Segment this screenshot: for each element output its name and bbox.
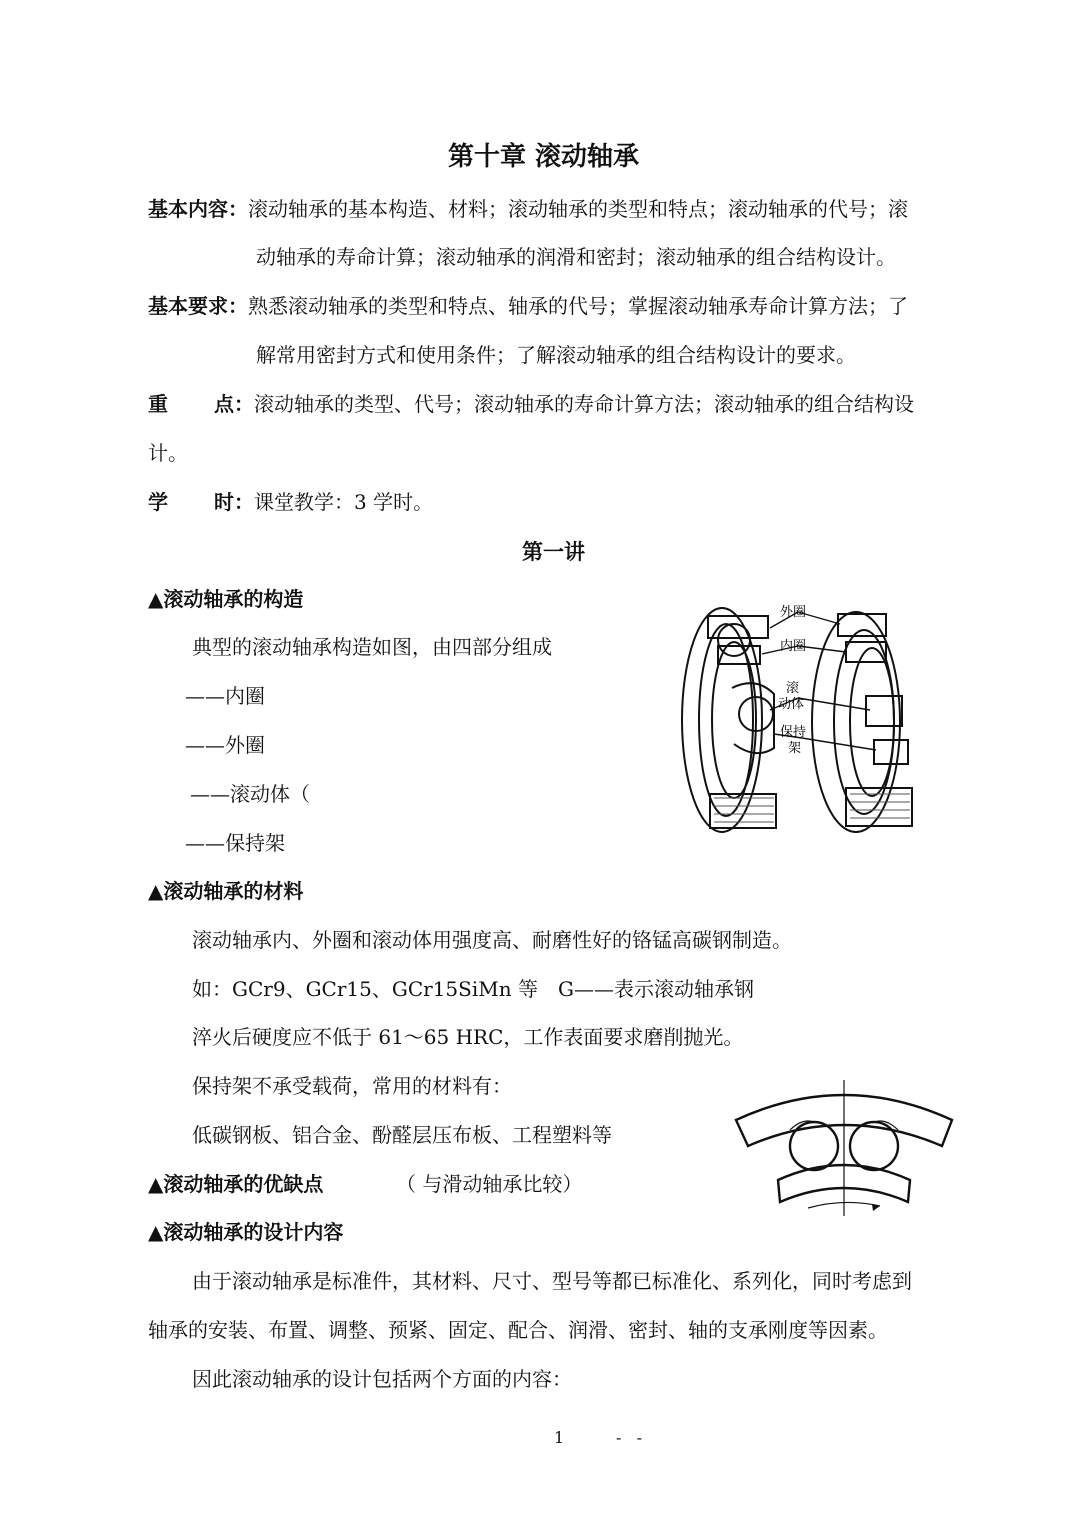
material-p2b: G——表示滚动轴承钢: [558, 977, 754, 1001]
page-number: 1: [554, 1428, 565, 1447]
material-p4: 保持架不承受载荷，常用的材料有：: [192, 1074, 512, 1098]
design-p3: 因此滚动轴承的设计包括两个方面的内容：: [192, 1367, 572, 1391]
label-rolling-2: 动体: [778, 697, 805, 712]
design-heading: ▲滚动轴承的设计内容: [148, 1220, 344, 1244]
key-points-text-2: 计。: [148, 441, 188, 465]
basic-req-label: 基本要求：: [148, 294, 248, 318]
construction-item-outer: ——外圈: [185, 733, 265, 757]
label-cage-1: 保持: [780, 725, 807, 740]
material-heading: ▲滚动轴承的材料: [148, 879, 304, 903]
basic-req-line1: [148, 292, 908, 320]
construction-item-cage: ——保持架: [185, 831, 285, 855]
material-p3: 淬火后硬度应不低于 61～65 HRC，工作表面要求磨削抛光。: [192, 1025, 744, 1049]
design-p1: 由于滚动轴承是标准件，其材料、尺寸、型号等都已标准化、系列化，同时考虑到: [192, 1269, 912, 1293]
key-points-label-b: 点：: [214, 392, 254, 416]
key-points-label-a: 重: [148, 392, 168, 416]
construction-item-rolling: ——滚动体（: [190, 782, 310, 806]
design-p2: 轴承的安装、布置、调整、预紧、固定、配合、润滑、密封、轴的支承刚度等因素。: [148, 1318, 888, 1342]
bearing-structure-figure: [670, 598, 924, 844]
label-cage-2: 架: [788, 741, 802, 756]
label-outer-ring: 外圈: [780, 605, 807, 620]
material-p2a: 如：GCr9、GCr15、GCr15SiMn 等: [192, 977, 538, 1001]
hours-label-b: 时：: [214, 490, 254, 514]
basic-req-text-1: 熟悉滚动轴承的类型和特点、轴承的代号；掌握滚动轴承寿命计算方法；了: [248, 294, 908, 318]
basic-req-text-2: 解常用密封方式和使用条件；了解滚动轴承的组合结构设计的要求。: [256, 343, 856, 367]
material-p5: 低碳钢板、铝合金、酚醛层压布板、工程塑料等: [192, 1123, 612, 1147]
basic-content-text-1: 滚动轴承的基本构造、材料；滚动轴承的类型和特点；滚动轴承的代号；滚: [248, 197, 908, 221]
basic-content-line1: [148, 195, 908, 223]
page-title: 第十章 滚动轴承: [448, 142, 640, 172]
hours-text: 课堂教学：3 学时。: [254, 490, 434, 514]
hours-line: [214, 488, 433, 516]
key-points-line1: [214, 390, 914, 418]
construction-item-inner: ——内圈: [185, 684, 265, 708]
label-inner-ring: 内圈: [780, 639, 807, 654]
construction-heading: ▲滚动轴承的构造: [148, 587, 304, 611]
footer-dashes: - -: [616, 1428, 643, 1447]
label-rolling-1: 滚: [786, 681, 800, 696]
lecture-title: 第一讲: [522, 540, 585, 564]
advantages-heading: ▲滚动轴承的优缺点: [148, 1172, 324, 1196]
material-p1: 滚动轴承内、外圈和滚动体用强度高、耐磨性好的铬锰高碳钢制造。: [192, 928, 792, 952]
advantages-note: （ 与滑动轴承比较）: [396, 1172, 583, 1196]
hours-label-a: 学: [148, 490, 168, 514]
cage-figure: [732, 1078, 956, 1218]
basic-content-label: 基本内容：: [148, 197, 248, 221]
key-points-text-1: 滚动轴承的类型、代号；滚动轴承的寿命计算方法；滚动轴承的组合结构设: [254, 392, 914, 416]
basic-content-text-2: 动轴承的寿命计算；滚动轴承的润滑和密封；滚动轴承的组合结构设计。: [256, 245, 896, 269]
construction-intro: 典型的滚动轴承构造如图，由四部分组成: [192, 635, 552, 659]
